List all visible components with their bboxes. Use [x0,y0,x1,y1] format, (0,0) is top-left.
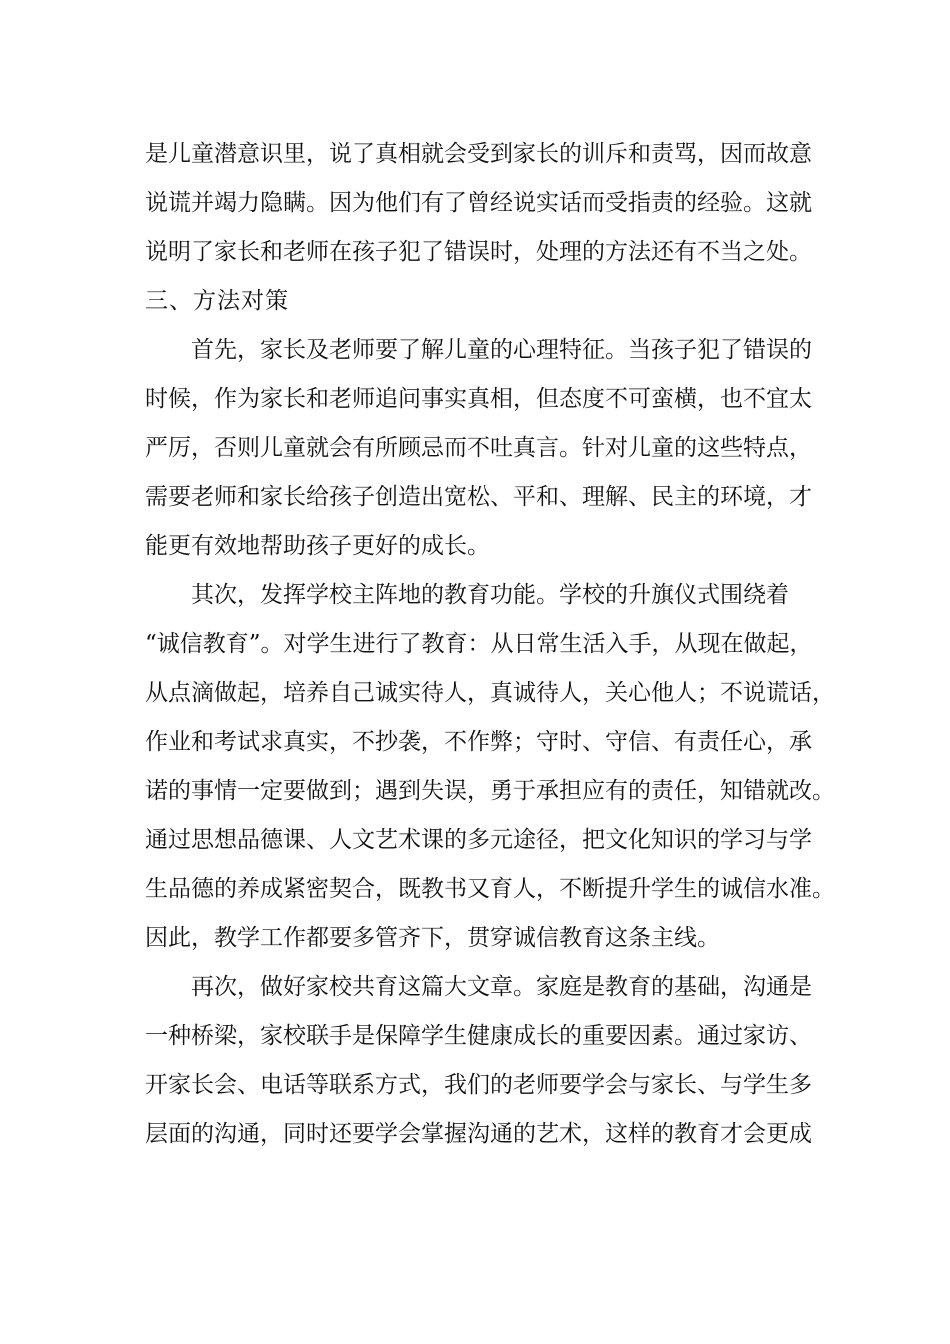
text-line: 时候，作为家长和老师追问事实真相，但态度不可蛮横，也不宜太 [145,386,812,412]
text-line: 诺的事情一定要做到；遇到失误，勇于承担应有的责任，知错就改。 [145,778,835,804]
text-line: 说谎并竭力隐瞒。因为他们有了曾经说实话而受指责的经验。这就 [145,190,812,216]
text-line: “诚信教育”。对学生进行了教育：从日常生活入手，从现在做起， [145,631,813,657]
text-line: 从点滴做起，培养自己诚实待人，真诚待人，关心他人；不说谎话， [145,680,835,706]
text-line: 是儿童潜意识里，说了真相就会受到家长的训斥和责骂，因而故意 [145,141,812,167]
document-body [145,130,835,1159]
text-line: 生品德的养成紧密契合，既教书又育人，不断提升学生的诚信水准。 [145,876,835,902]
text-line: 需要老师和家长给孩子创造出宽松、平和、理解、民主的环境，才 [145,484,812,510]
text-line: 能更有效地帮助孩子更好的成长。 [145,533,490,559]
section-heading: 三、方法对策 [145,288,289,314]
text-line: 严厉，否则儿童就会有所顾忌而不吐真言。针对儿童的这些特点， [145,435,812,461]
text-line: 通过思想品德课、人文艺术课的多元途径，把文化知识的学习与学 [145,827,812,853]
paragraph-first-line: 首先，家长及老师要了解儿童的心理特征。当孩子犯了错误的 [191,337,812,363]
text-line: 层面的沟通，同时还要学会掌握沟通的艺术，这样的教育才会更成 [145,1121,812,1147]
paragraph-first-line: 再次，做好家校共育这篇大文章。家庭是教育的基础，沟通是 [191,974,812,1000]
text-line: 说明了家长和老师在孩子犯了错误时，处理的方法还有不当之处。 [145,239,812,265]
paragraph-first-line: 其次，发挥学校主阵地的教育功能。学校的升旗仪式围绕着 [191,582,789,608]
text-line: 一种桥梁，家校联手是保障学生健康成长的重要因素。通过家访、 [145,1023,812,1049]
text-line: 因此，教学工作都要多管齐下，贯穿诚信教育这条主线。 [145,925,720,951]
text-line: 开家长会、电话等联系方式，我们的老师要学会与家长、与学生多 [145,1072,812,1098]
text-line: 作业和考试求真实，不抄袭，不作弊；守时、守信、有责任心，承 [145,729,812,755]
